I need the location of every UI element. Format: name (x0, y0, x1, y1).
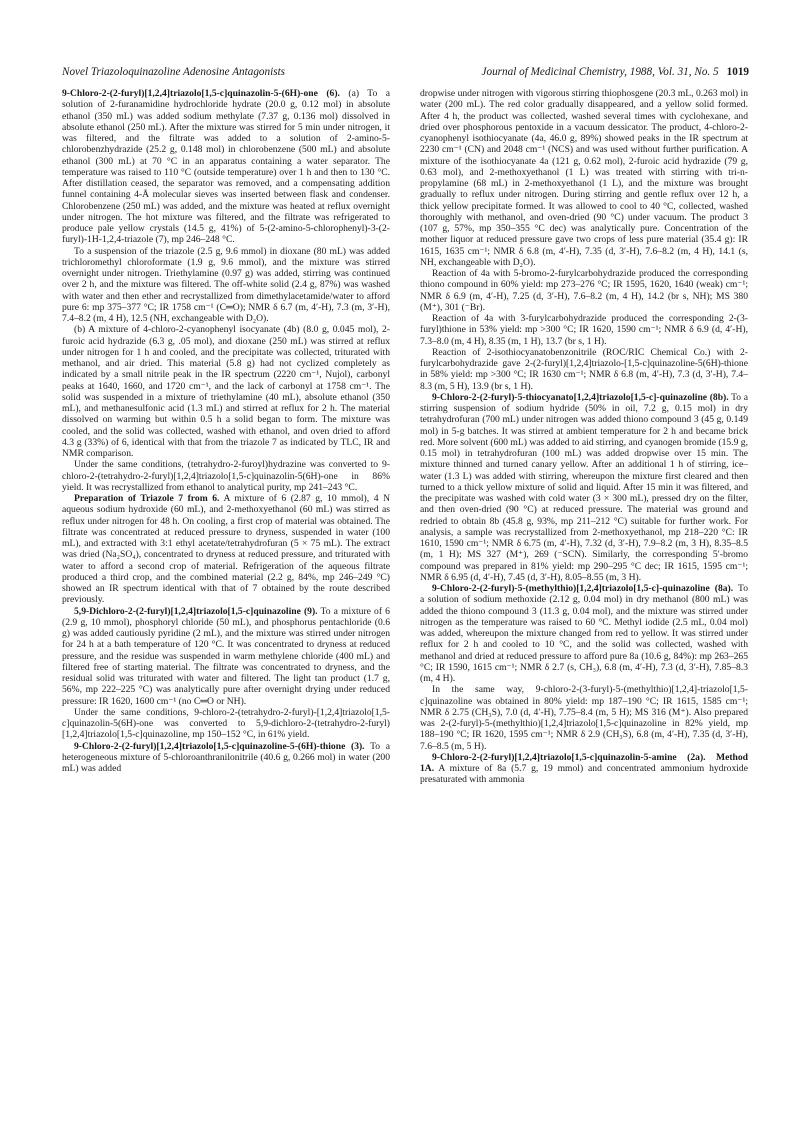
section-heading: 9-Chloro-2-(2-furyl)[1,2,4]triazolo[1,5-c]quinazolin-5-amine (2a). Method 1A. (420, 751, 748, 774)
paragraph (62, 606, 390, 707)
section-heading: Preparation of Triazole 7 from 6. (74, 493, 220, 504)
running-title: Novel Triazoloquinazoline Adenosine Antagonists (62, 66, 286, 78)
paragraph (420, 752, 748, 786)
journal-citation (482, 66, 749, 78)
paragraph (420, 392, 748, 583)
paragraph-text: To a suspension of the triazole (2.5 g, 9.6 mmol) in dioxane (80 mL) was added trichloromethyl chloroformate (1.9 g, 9.6 mmol), and the mixture was stirred overnight under nitrogen. Triethylamine (0.97 g) was added, stirring was continued over 2 h, and the mixture was filtered. The off-white solid (2.4 g, 87%) was washed with water and then ether and recrystallized from dimethylacetamide/water to afford pure 6: mp 375–377 °C; IR 1758 cm⁻¹ (C═O); NMR δ 6.7 (m, 4′-H), 7.3 (m, 3′-H), 7.4–8.2 (m, 4 H), 12.5 (NH, exchangeable with D₂O). (62, 245, 390, 324)
paragraph (62, 88, 390, 246)
paragraph (420, 583, 748, 684)
paragraph-text: dropwise under nitrogen with vigorous stirring thiophosgene (20.3 mL, 0.263 mol) in water (200 mL). The red color gradually disappeared, and a yellow solid formed. After 4 h, the product was collected, washed several times with cyclohexane, and dried over phosphorous pentoxide in a vacuum dessicator. The product, 4-chloro-2-cyanophenyl isothiocyanate (4a, 46.0 g, 89%) showed peaks in the IR spectrum at 2230 cm⁻¹ (CN) and 2048 cm⁻¹ (NCS) and was used without further purification. A mixture of the isothiocyanate 4a (121 g, 0.62 mol), 2-furoic acid hydrazide (79 g, 0.63 mol), and 2-methoxyethanol (1 L) was treated with stirring with tri-n-propylamine (68 mL) in 2-methoxyethanol (1 L), and the mixture was brought gradually to reflux under nitrogen. During stirring and gentle reflux over 12 h, a thick yellow precipitate formed. It was allowed to cool to 40 °C, collected, washed thoroughly with methanol, and oven-dried (90 °C) under vacuum. The product 3 (107 g, 57%, mp 350–355 °C dec) was analytically pure. Concentration of the mother liquor at reduced pressure gave two crops of less pure material (35.4 g): IR 1615, 1635 cm⁻¹; NMR δ 6.8 (m, 4′-H), 7.35 (d, 3′-H), 7.6–8.2 (m, 4 H), 14.1 (s, NH, exchangeable with D₂O). (420, 88, 748, 268)
page-number: 1019 (726, 66, 749, 78)
section-heading: 9-Chloro-2-(2-furyl)[1,2,4]triazolo[1,5-c]quinazoline-5-(6H)-thione (3). (74, 740, 365, 752)
left-column (62, 88, 390, 1108)
section-heading: 9-Chloro-2-(2-furyl)-5-thiocyanato[1,2,4]triazolo[1,5-c]-quinazoline (8b). (432, 391, 729, 403)
paragraph-text: To a solution of sodium methoxide (2.12 g, 0.04 mol) in dry methanol (800 mL) was added the thiono compound 3 (11.3 g, 0.04 mol), and the mixture was stirred under nitrogen as the temperature was raised to 60 °C. Methyl iodide (2.5 mL, 0.04 mol) was added, whereupon the mixture changed from red to yellow. It was stirred under reflux for 2 h and cooled to 10 °C, and the solid was collected, washed with methanol and dried at reduced pressure to afford pure 8a (10.6 g, 84%): mp 263–265 °C; IR 1590, 1615 cm⁻¹; NMR δ 2.7 (s, CH₃), 6.8 (m, 4′-H), 7.3 (d, 3′-H), 7.85–8.3 (m, 4 H). (420, 583, 748, 684)
paragraph-text: To a mixture of 6 (2.9 g, 10 mmol), phosphoryl chloride (50 mL), and phosphorus pentachloride (0.6 g) was added cautiously pyridine (2 mL), and the mixture was stirred under nitrogen for 24 h at a bath temperature of 120 °C. It was concentrated to dryness at reduced pressure, and the residue was suspended in warm methylene chloride (400 mL) and filtered free of starting material. The filtrate was concentrated to dryness, and the residual solid was triturated with water and filtered. The light tan product (1.7 g, 56%, mp 222–225 °C) was analytically pure after overnight drying under reduced pressure: IR 1620, 1600 cm⁻¹ (no C═O or NH). (62, 605, 390, 707)
paragraph-text: Reaction of 4a with 5-bromo-2-furylcarbohydrazide produced the corresponding thiono compound in 60% yield: mp 273–276 °C; IR 1595, 1620, 1640 (weak) cm⁻¹; NMR δ 6.9 (m, 4′-H), 7.25 (d, 3′-H), 7.6–8.2 (m, 4 H), 14.2 (br s, NH); MS 380 (M⁺), 301 (⁻Br). (420, 268, 748, 313)
paragraph (420, 313, 748, 347)
paragraph-text: (b) A mixture of 4-chloro-2-cyanophenyl isocyanate (4b) (8.0 g, 0.045 mol), 2-furoic acid hydrazide (6.3 g, .05 mol), and dioxane (250 mL) was stirred at reflux under nitrogen for 1 h and cooled, and the precipitate was collected, triturated with methanol, and air dried. This material (5.8 g) had not cyclized completely as indicated by a small nitrile peak in the IR spectrum (2220 cm⁻¹, Nujol), carbonyl peaks at 1640, 1660, and 1720 cm⁻¹, and the lack of carbonyl at 1758 cm⁻¹. The solid was suspended in a mixture of triethylamine (40 mL), absolute ethanol (350 mL), and methanesulfonic acid (1.3 mL) and stirred at reflux for 2 h. The material dissolved on warming but within 0.5 h a solid began to form. The mixture was cooled, and the solid was collected, washed with ethanol, and oven dried to afford 4.3 g (33%) of 6, identical with that from the triazole 7 as indicated by TLC, IR and NMR comparison. (62, 324, 390, 459)
paragraph-text: To a heterogeneous mixture of 5-chloroanthranilonitrile (40.6 g, 0.266 mol) in water (200 mL) was added (62, 740, 390, 774)
paragraph-text: A mixture of 6 (2.87 g, 10 mmol), 4 N aqueous sodium hydroxide (60 mL), and 2-methoxyethanol (60 mL) was stirred as reflux under nitrogen for 48 h. On cooling, a first crop of material was obtained. The filtrate was concentrated at reduced pressure to dryness, suspended in water (100 mL), and extracted with 3:1 ethyl acetate/tetrahydrofuran (5 × 75 mL). The extract was dried (Na₂SO₄), concentrated to dryness at reduced pressure, and triturated with water to afford a second crop of material. Refrigeration of the aqueous filtrate produced a third crop, and the combined material (2.2 g, 84%, mp 246–249 °C) showed an IR spectrum identical with that of 7 obtained by the route described previously. (62, 493, 390, 606)
paragraph (420, 684, 748, 752)
journal-name: Journal of Medicinal Chemistry, 1988, Vol. 31, No. 5 (481, 66, 719, 78)
paragraph-text: Reaction of 2-isothiocyanatobenzonitrile (ROC/RIC Chemical Co.) with 2-furylcarbohydrazide gave 2-(2-furyl)[1,2,4]triazolo-[1,5-c]quinazoline-5(6H)-thione in 58% yield: mp >300 °C; IR 1630 cm⁻¹; NMR δ 6.8 (m, 4′-H), 7.3 (d, 3′-H), 7.4–8.3 (m, 5 H), 13.9 (br s, 1 H). (420, 346, 748, 392)
paragraph-text: Reaction of 4a with 3-furylcarbohydrazide produced the corresponding 2-(3-furyl)thione in 53% yield: mp >300 °C; IR 1620, 1590 cm⁻¹; NMR δ 6.9 (d, 4′-H), 7.3–8.0 (m, 4 H), 8.35 (m, 1 H), 13.7 (br s, 1 H). (420, 313, 748, 347)
paragraph-text: Under the same conditions, 9-chloro-2-(tetrahydro-2-furyl)-[1,2,4]triazolo[1,5-c]quinazolin-5(6H)-one was converted to 5,9-dichloro-2-(tetrahydro-2-furyl)[1,2,4]triazolo[1,5-c]quinazoline, mp 150–152 °C, in 61% yield. (62, 706, 390, 741)
paragraph-text: (a) To a solution of 2-furanamidine hydrochloride hydrate (20.0 g, 0.12 mol) in absolute ethanol (350 mL) was added sodium methylate (7.37 g, 0.136 mol) dissolved in absolute ethanol (250 mL). After the mixture was stirred for 5 min under nitrogen, it was filtered, and the filtrate was added to a solution of 2-amino-5-chlorobenzhydrazide (25.2 g, 0.148 mol) in chlorobenzene (500 mL) and absolute ethanol (300 mL) at 70 °C in an apparatus containing a water separator. The temperature was raised to 110 °C (outside temperature) over 1 h and then to 130 °C. After distillation ceased, the separator was removed, and a compensating addition funnel containing 4-Å molecular sieves was inserted between flask and condenser. Chlorobenzene (250 mL) was added, and the mixture was heated at reflux overnight under nitrogen. The hot mixture was filtered, and the filtrate was refrigerated to produce pale yellow crystals (14.5 g, 41%) of 5-(2-amino-5-chlorophenyl)-3-(2-furyl)-1H-1,2,4-triazole (7), mp 246–248 °C. (62, 88, 390, 246)
paragraph (62, 246, 390, 325)
paragraph (62, 493, 390, 606)
right-column (420, 88, 748, 1108)
paragraph-text: To a stirring suspension of sodium hydride (50% in oil, 7.2 g, 0.15 mol) in dry tetrahydrofuran (700 mL) under nitrogen was added thiono compound 3 (45 g, 0.149 mol) in 5-g batches. It was stirred at ambient temperature for 2 h and became brick red. More solvent (600 mL) was added to aid stirring, and cyanogen bromide (15.9 g, 0.15 mol) in tetrahydrofuran (100 mL) was added dropwise over 15 min. The mixture thinned and turned canary yellow. After an additional 1 h of stirring, ice–water (1.3 L) was added with stirring, whereupon the mixture first cleared and then turned to a thick yellow mixture of solid and liquid. After 15 min it was filtered, and the precipitate was washed with cold water (3 × 300 mL), pressed dry on the filter, and then oven-dried (90 °C) at reduced pressure. The material was ground and redried to obtain 8b (45.8 g, 93%, mp 211–212 °C) suitable for further work. For analysis, a sample was recrystallized from 2-methoxyethanol, mp 218–220 °C: IR 1610, 1590 cm⁻¹; NMR δ 6.75 (m, 4′-H), 7.32 (d, 3′-H), 7.9–8.2 (m, 3 H), 8.35–8.5 (m, 1 H); MS 327 (M⁺), 269 (⁻SCN). Similarly, the corresponding 5′-bromo compound was prepared in 81% yield: mp 290–295 °C dec; IR 1615, 1595 cm⁻¹; NMR δ 6.95 (d, 4′-H), 7.45 (d, 3′-H), 8.05–8.55 (m, 3 H). (420, 391, 748, 583)
section-heading: 9-Chloro-2-(2-furyl)-5-(methylthio)[1,2,4]triazolo[1,5-c]-quinazoline (8a). (432, 583, 734, 594)
paragraph (420, 88, 748, 268)
paragraph-text: In the same way, 9-chloro-2-(3-furyl)-5-(methylthio)[1,2,4]-triazolo[1,5-c]quinazoline was obtained in 80% yield: mp 187–190 °C; IR 1615, 1585 cm⁻¹; NMR δ 2.75 (CH₃S), 7.0 (d, 4′-H), 7.75–8.4 (m, 5 H); MS 316 (M⁺). Also prepared was 2-(2-furyl)-5-(methylthio)[1,2,4]triazolo[1,5-c]quinazoline in 82% yield, mp 188–190 °C; IR 1620, 1595 cm⁻¹; NMR δ 2.9 (CH₃S), 6.8 (m, 4′-H), 7.35 (d, 3′-H), 7.6–8.5 (m, 5 H). (420, 684, 748, 752)
paragraph (62, 741, 390, 775)
running-header (62, 66, 749, 82)
paragraph-text: Under the same conditions, (tetrahydro-2-furoyl)hydrazine was converted to 9-chloro-2-(tetrahydro-2-furyl)[1,2,4]triazolo[1,5-c]quinazolin-5(6H)-one in 86% yield. It was recrystallized from ethanol to analytical purity, mp 241–243 °C. (62, 459, 390, 493)
paragraph (420, 347, 748, 392)
section-heading: 5,9-Dichloro-2-(2-furyl)[1,2,4]triazolo[1,5-c]quinazoline (9). (74, 605, 318, 617)
section-heading: 9-Chloro-2-(2-furyl)[1,2,4]triazolo[1,5-c]quinazolin-5-(6H)-one (6). (62, 88, 340, 99)
paragraph-text: A mixture of 8a (5.7 g, 19 mmol) and concentrated ammonium hydroxide presaturated with ammonia (420, 763, 748, 786)
paragraph (62, 707, 390, 741)
paragraph (62, 324, 390, 459)
paragraph (420, 268, 748, 313)
paragraph (62, 459, 390, 493)
